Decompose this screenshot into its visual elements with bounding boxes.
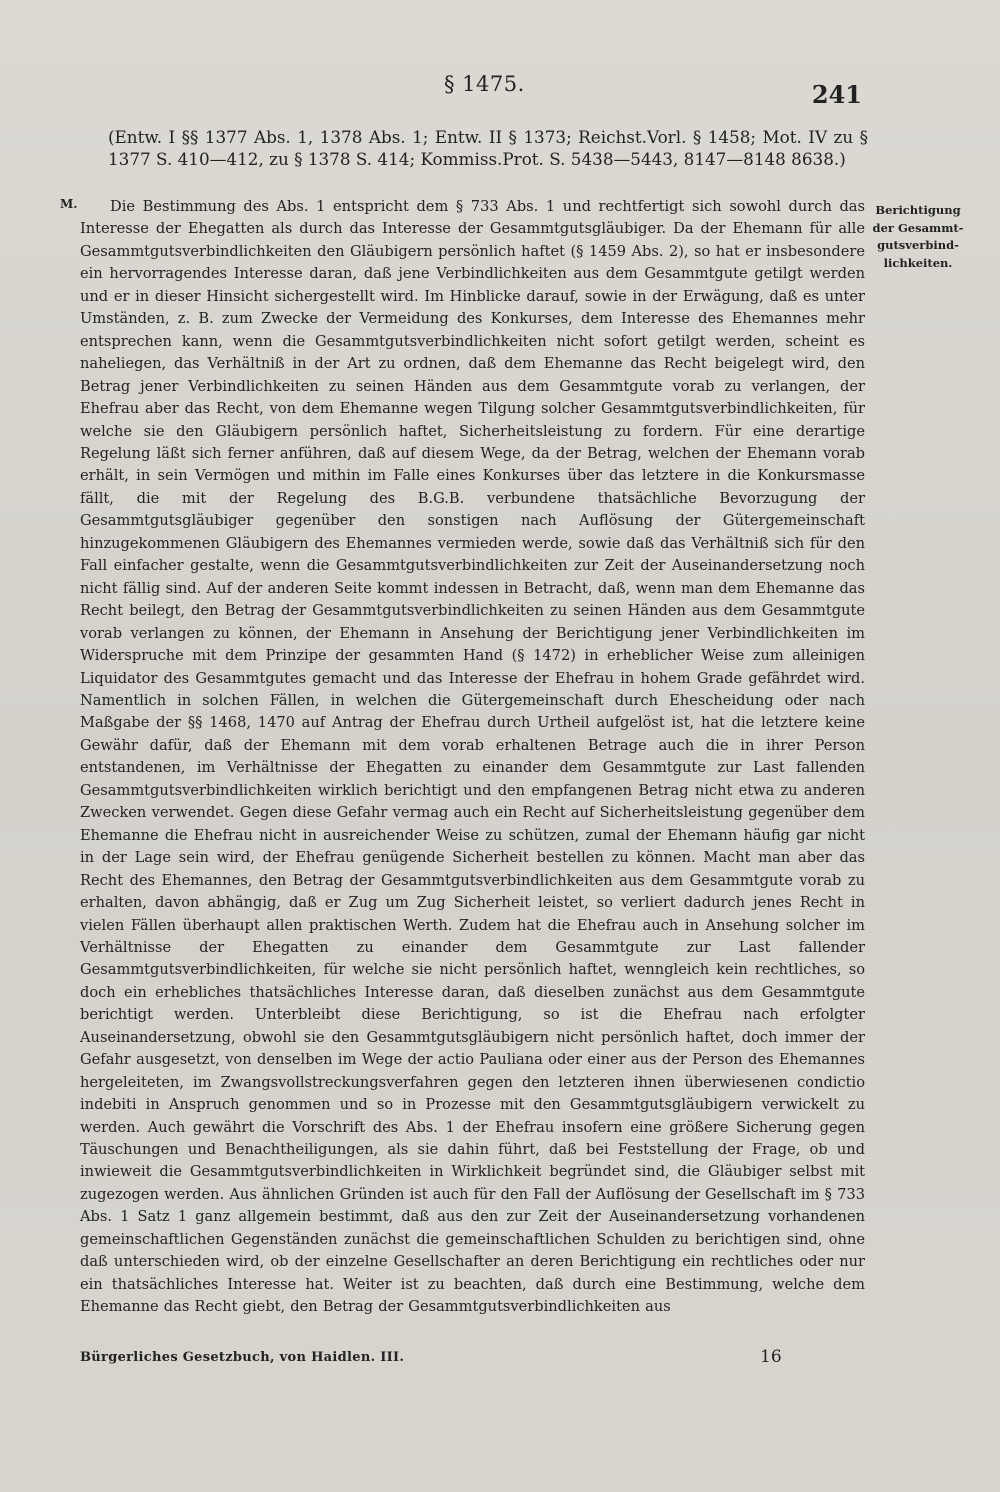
- margin-mark: M.: [60, 197, 78, 211]
- footer-source: Bürgerliches Gesetzbuch, von Haidlen. III.: [80, 1350, 405, 1365]
- margin-note-line: Berichtigung: [875, 203, 961, 217]
- margin-note: [872, 202, 964, 272]
- margin-note-line: der Gesammt-: [872, 220, 964, 235]
- citation-block: (Entw. I §§ 1377 Abs. 1, 1378 Abs. 1; Entw. II § 1373; Reichst.Vorl. § 1458; Mot. IV zu § 1377 S. 410—412, zu § 1378 S. 414; Kommiss.Prot. S. 5438—5443, 8147—8148 8638.): [108, 127, 868, 170]
- margin-note-line: gutsverbind-: [877, 238, 959, 252]
- section-heading: § 1475.: [444, 72, 525, 96]
- body-text: [80, 196, 865, 1319]
- body-paragraph: Die Bestimmung des Abs. 1 entspricht dem § 733 Abs. 1 und rechtfertigt sich sowohl durch das Interesse der Ehegatten als durch das Interesse der Gesammtgutsgläubiger. Da der Ehemann für alle Gesammtgutsverbindlichkeiten den Gläubigern persönlich haftet (§ 1459 Abs. 2), so hat er insbesondere ein hervorragendes Interesse daran, daß jene Verbindlichkeiten aus dem Gesammtgute getilgt werden und er in dieser Hinsicht sichergestellt wird. Im Hinblicke darauf, sowie in der Erwägung, daß es unter Umständen, z. B. zum Zwecke der Vermeidung des Konkurses, dem Interesse des Ehemannes mehr entsprechen kann, wenn die Gesammtgutsverbindlichkeiten nicht sofort getilgt werden, scheint es naheliegen, das Verhältniß in der Art zu ordnen, daß dem Ehemanne das Recht beigelegt wird, den Betrag jener Verbindlichkeiten zu seinen Händen aus dem Gesammtgute vorab zu verlangen, der Ehefrau aber das Recht, von dem Ehemanne wegen Tilgung solcher Gesammtgutsverbindlichkeiten, für welche sie den Gläubigern persönlich haftet, Sicherheitsleistung zu fordern. Für eine derartige Regelung läßt sich ferner anführen, daß auf diesem Wege, da der Betrag, welchen der Ehemann vorab erhält, in sein Vermögen und mithin im Falle eines Konkurses über das letztere in die Konkursmasse fällt, die mit der Regelung des B.G.B. verbundene thatsächliche Bevorzugung der Gesammtgutsgläubiger gegenüber den sonstigen nach Auflösung der Gütergemeinschaft hinzugekommenen Gläubigern des Ehemannes vermieden werde, sowie daß das Verhältniß sich für den Fall einfacher gestalte, wenn die Gesammtgutsverbindlichkeiten zur Zeit der Auseinandersetzung noch nicht fällig sind. Auf der anderen Seite kommt indessen in Betracht, daß, wenn man dem Ehemanne das Recht beilegt, den Betrag der Gesammtgutsverbindlichkeiten zu seinen Händen aus dem Gesammtgute vorab verlangen zu können, der Ehemann in Ansehung der Berichtigung jener Verbindlichkeiten im Widerspruche mit dem Prinzipe der gesammten Hand (§ 1472) in erheblicher Weise zum alleinigen Liquidator des Gesammtgutes gemacht und das Interesse der Ehefrau in hohem Grade gefährdet wird. Namentlich in solchen Fällen, in welchen die Gütergemeinschaft durch Ehescheidung oder nach Maßgabe der §§ 1468, 1470 auf Antrag der Ehefrau durch Urtheil aufgelöst ist, hat die letztere keine Gewähr dafür, daß der Ehemann mit dem vorab erhaltenen Betrage auch die in ihrer Person entstandenen, im Verhältnisse der Ehegatten zu einander dem Gesammtgute zur Last fallenden Gesammtgutsverbindlichkeiten wirklich berichtigt und den empfangenen Betrag nicht etwa zu anderen Zwecken verwendet. Gegen diese Gefahr vermag auch ein Recht auf Sicherheitsleistung gegenüber dem Ehemanne die Ehefrau nicht in ausreichender Weise zu schützen, zumal der Ehemann häufig gar nicht in der Lage sein wird, der Ehefrau genügende Sicherheit bestellen zu können. Macht man aber das Recht des Ehemannes, den Betrag der Gesammtgutsverbindlichkeiten aus dem Gesammtgute vorab zu erhalten, davon abhängig, daß er Zug um Zug Sicherheit leistet, so verliert dadurch jenes Recht in vielen Fällen überhaupt allen praktischen Werth. Zudem hat die Ehefrau auch in Ansehung solcher im Verhältnisse der Ehegatten zu einander dem Gesammtgute zur Last fallender Gesammtgutsverbindlichkeiten, für welche sie nicht persönlich haftet, wenngleich kein rechtliches, so doch ein erhebliches thatsächliches Interesse daran, daß dieselben zunächst aus dem Gesammtgute berichtigt werden. Unterbleibt diese Berichtigung, so ist die Ehefrau nach erfolgter Auseinandersetzung, obwohl sie den Gesammtgutsgläubigern nicht persönlich haftet, doch immer der Gefahr ausgesetzt, von denselben im Wege der actio Pauliana oder einer aus der Person des Ehemannes hergeleiteten, im Zwangsvollstreckungsverfahren gegen den letzteren ihnen überwiesenen condictio indebiti in Anspruch genommen und so in Prozesse mit den Gesammtgutsgläubigern verwickelt zu werden. Auch gewährt die Vorschrift des Abs. 1 der Ehefrau insofern eine größere Sicherung gegen Täuschungen und Benachtheiligungen, als sie dahin führt, daß bei Feststellung der Frage, ob und inwieweit die Gesammtgutsverbindlichkeiten in Wirklichkeit begründet sind, die Gläubiger selbst mit zugezogen werden. Aus ähnlichen Gründen ist auch für den Fall der Auflösung der Gesellschaft im § 733 Abs. 1 Satz 1 ganz allgemein bestimmt, daß aus den zur Zeit der Auseinandersetzung vorhandenen gemeinschaftlichen Gegenständen zunächst die gemeinschaftlichen Schulden zu berichtigen sind, ohne daß unterschieden wird, ob der einzelne Gesellschafter an deren Berichtigung ein rechtliches oder nur ein thatsächliches Interesse hat. Weiter ist zu beachten, daß durch eine Bestimmung, welche dem Ehemanne das Recht giebt, den Betrag der Gesammtgutsverbindlichkeiten aus: [80, 198, 865, 1316]
- margin-note-line: lichkeiten.: [883, 255, 953, 270]
- footer-signature: 16: [760, 1347, 782, 1367]
- page-number: 241: [811, 80, 862, 109]
